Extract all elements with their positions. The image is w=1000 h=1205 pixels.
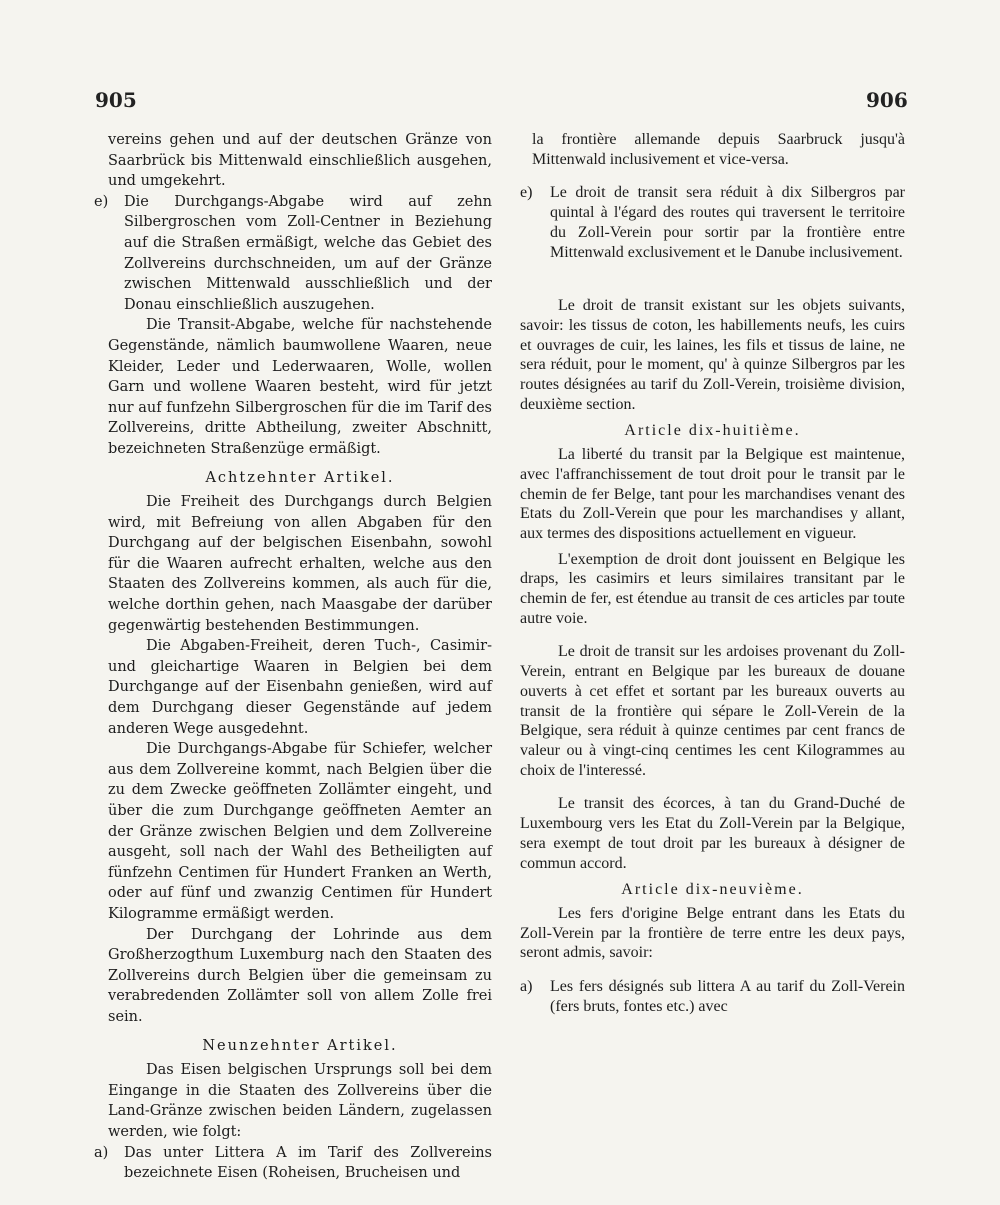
paragraph: la frontière allemande depuis Saarbruck jusqu'à Mittenwald inclusivement et vice-versa. <box>532 131 905 168</box>
paragraph: Le transit des écorces, à tan du Grand-Duché de Luxembourg vers les Etat du Zoll-Verein par la Belgique, sera exempt de tout droit par les bureaux à désigner de commun accord. <box>520 795 905 872</box>
paragraph: Der Durchgang der Lohrinde aus dem Großherzogthum Luxemburg nach den Staaten des Zollvereins durch Belgien über die gemeinsam zu verabredenden Zollämter soll von allem Zolle frei sein. <box>108 926 492 1025</box>
paragraph: Die Abgaben-Freiheit, deren Tuch-, Casimir- und gleichartige Waaren in Belgien bei dem Durchgange auf der Eisenbahn genießen, wird auf dem Durchgang dieser Gegenstände auf jedem anderen Wege ausgedehnt. <box>108 638 492 737</box>
list-item-a <box>520 977 905 1016</box>
paragraph: Die Durchgangs-Abgabe für Schiefer, welcher aus dem Zollvereine kommt, nach Belgien über die zu dem Zwecke geöffneten Zollämter eingeht, und über die zum Durchgange geöffneten Aemter an der Gränze zwischen Belgien und dem Zollvereine ausgeht, soll nach der Wahl des Betheiligten auf fünfzehn Centimen für Hundert Franken an Werth, oder auf fünf und zwanzig Centimen für Hundert Kilogramme ermäßigt werden. <box>108 741 492 922</box>
paragraph: Le droit de transit existant sur les objets suivants, savoir: les tissus de coton, les habillements neufs, les cuirs et ouvrages de cuir, les laines, les fils et tissus de laine, ne sera réduit, pour le moment, qu' à quinze Silbergros par les routes désignées au tarif du Zoll-Verein, troisième division, deuxième section. <box>520 297 905 413</box>
article-heading-18: Article dix-huitième. <box>624 422 801 440</box>
item-label: e) <box>520 184 533 202</box>
item-text: Die Durchgangs-Abgabe wird auf zehn Silbergroschen vom Zoll-Centner in Beziehung auf die Straßen ermäßigt, welche das Gebiet des Zollvereins durchschneiden, um auf der Gränze zwischen Mittenwald ausschließlich und der Donau einschließlich auszugehen. <box>124 193 492 313</box>
paragraph: La liberté du transit par la Belgique est maintenue, avec l'affranchissement de tout droit pour le transit par le chemin de fer Belge, tant pour les marchandises venant des Etats du Zoll-Verein que pour les marchandises y allant, aux termes des dispositions actuellement en vigueur. <box>520 446 905 542</box>
item-label: a) <box>520 978 533 996</box>
list-item-a <box>94 1143 492 1184</box>
item-text: Le droit de transit sera réduit à dix Silbergros par quintal à l'égard des routes qui traversent le territoire du Zoll-Verein pour sortir par la frontière entre Mittenwald exclusivement et le Danube inclusivement. <box>550 184 905 261</box>
page-number-left: 905 <box>95 88 137 112</box>
article-heading-19: Neunzehnter Artikel. <box>202 1037 398 1054</box>
paragraph: vereins gehen und auf der deutschen Gränze von Saarbrück bis Mittenwald einschließlich ausgehen, und umgekehrt. <box>108 132 492 190</box>
item-text: Les fers désignés sub littera A au tarif du Zoll-Verein (fers bruts, fontes etc.) avec <box>550 978 905 1015</box>
list-item-e <box>94 192 492 316</box>
german-column <box>94 130 492 1184</box>
paragraph: L'exemption de droit dont jouissent en Belgique les draps, les casimirs et leurs similaires transitant par le chemin de fer, est étendue au transit de ces articles par toute autre voie. <box>520 550 905 627</box>
item-label: e) <box>94 193 109 210</box>
paragraph: Die Transit-Abgabe, welche für nachstehende Gegenstände, nämlich baumwollene Waaren, neue Kleider, Leder und Lederwaaren, Wolle, wollen Garn und wollene Waaren besteht, wird für jetzt nur auf funfzehn Silbergroschen für die im Tarif des Zollvereins, dritte Abtheilung, zweiter Abschnitt, bezeichneten Straßenzüge ermäßigt. <box>108 317 492 457</box>
paragraph: Le droit de transit sur les ardoises provenant du Zoll-Verein, entrant en Belgique par les bureaux de douane ouverts à cet effet et sortant par les bureaux ouverts au transit de la frontière qui sépare le Zoll-Verein de la Belgique, sera réduit à quinze centimes par cent francs de valeur ou à vingt-cinq centimes les cent Kilogrammes au choix de l'interessé. <box>520 643 905 779</box>
item-label: a) <box>94 1144 109 1161</box>
paragraph: Die Freiheit des Durchgangs durch Belgien wird, mit Befreiung von allen Abgaben für den Durchgang auf der belgischen Eisenbahn, sowohl für die Waaren aufrecht erhalten, welche aus den Staaten des Zollvereins kommen, als auch für die, welche dorthin gehen, nach Maasgabe der darüber gegenwärtig bestehenden Bestimmungen. <box>108 494 492 634</box>
list-item-e <box>520 183 905 262</box>
article-heading-19: Article dix-neuvième. <box>621 881 804 899</box>
article-heading-18: Achtzehnter Artikel. <box>205 469 395 486</box>
item-text: Das unter Littera A im Tarif des Zollvereins bezeichnete Eisen (Roheisen, Brucheisen und <box>124 1144 492 1182</box>
french-column <box>520 130 905 1016</box>
page-number-right: 906 <box>866 88 908 112</box>
paragraph: Les fers d'origine Belge entrant dans les Etats du Zoll-Verein par la frontière de terre entre les deux pays, seront admis, savoir: <box>520 904 905 962</box>
paragraph: Das Eisen belgischen Ursprungs soll bei dem Eingange in die Staaten des Zollvereins über die Land-Gränze zwischen beiden Ländern, zugelassen werden, wie folgt: <box>108 1062 492 1140</box>
